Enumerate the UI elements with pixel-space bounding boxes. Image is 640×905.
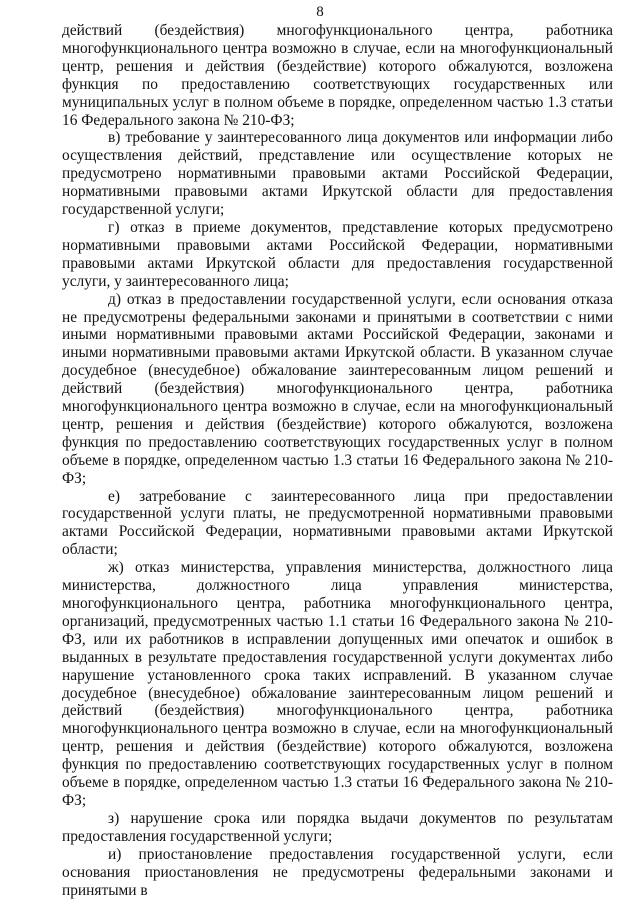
paragraph-item-e: е) затребование с заинтересованного лица при предоставлении государственной услуги платы, не предусмотренной нормативными правовыми актами Российской Федерации, нормативными правовыми актами Иркутской области; xyxy=(62,487,613,559)
paragraph-item-v: в) требование у заинтересованного лица документов или информации либо осуществления действий, представление или осуществление которых не предусмотрено нормативными правовыми актами Российской Федерации, нормативными правовыми актами Иркутской области для предоставления государственной услуги; xyxy=(62,129,613,219)
document-body xyxy=(62,22,613,899)
page-number: 8 xyxy=(316,4,324,20)
paragraph-item-zh: ж) отказ министерства, управления министерства, должностного лица министерства, должностного лица управления министерства, многофункционального центра, работника многофункционального центра, организаций, предусмотренных частью 1.1 статьи 16 Федерального закона № 210-ФЗ, или их работников в исправлении допущенных ими опечаток и ошибок в выданных в результате предоставления государственной услуги документах либо нарушение установленного срока таких исправлений. В указанном случае досудебное (внесудебное) обжалование заинтересованным лицом решений и действий (бездействия) многофункционального центра, работника многофункционального центра возможно в случае, если на многофункциональный центр, решения и действия (бездействие) которого обжалуются, возложена функция по предоставлению соответствующих государственных услуг в полном объеме в порядке, определенном частью 1.3 статьи 16 Федерального закона № 210-ФЗ; xyxy=(62,559,613,809)
paragraph-item-i: и) приостановление предоставления государственной услуги, если основания приостановления не предусмотрены федеральными законами и принятыми в xyxy=(62,845,613,899)
paragraph-item-d: д) отказ в предоставлении государственной услуги, если основания отказа не предусмотрены федеральными законами и принятыми в соответствии с ними иными нормативными правовыми актами Российской Федерации, законами и иными нормативными правовыми актами Иркутской области. В указанном случае досудебное (внесудебное) обжалование заинтересованным лицом решений и действий (бездействия) многофункционального центра, работника многофункционального центра возможно в случае, если на многофункциональный центр, решения и действия (бездействие) которого обжалуются, возложена функция по предоставлению соответствующих государственных услуг в полном объеме в порядке, определенном частью 1.3 статьи 16 Федерального закона № 210-ФЗ; xyxy=(62,290,613,487)
paragraph-continuation: действий (бездействия) многофункционального центра, работника многофункционального центра возможно в случае, если на многофункциональный центр, решения и действия (бездействие) которого обжалуются, возложена функция по предоставлению соответствующих государственных или муниципальных услуг в полном объеме в порядке, определенном частью 1.3 статьи 16 Федерального закона № 210-ФЗ; xyxy=(62,22,613,129)
paragraph-item-z: з) нарушение срока или порядка выдачи документов по результатам предоставления государственной услуги; xyxy=(62,809,613,845)
paragraph-item-g: г) отказ в приеме документов, представление которых предусмотрено нормативными правовыми актами Российской Федерации, нормативными правовыми актами Иркутской области для предоставления государственной услуги, у заинтересованного лица; xyxy=(62,218,613,290)
